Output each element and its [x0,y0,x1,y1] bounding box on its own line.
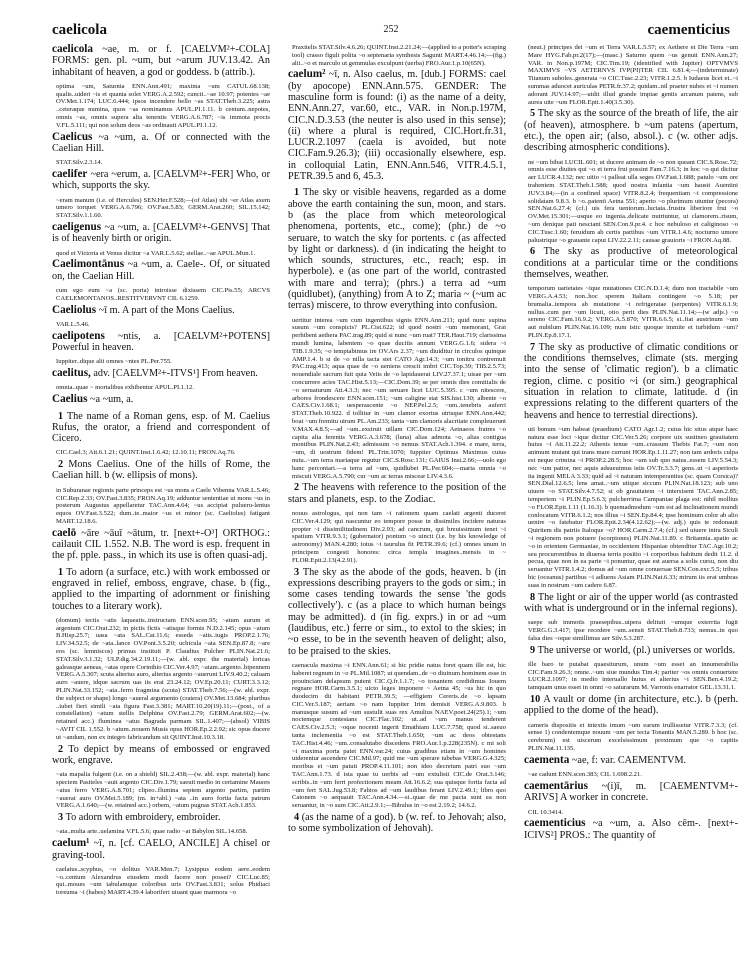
sense-number: 9 [530,644,538,656]
headword: Caelicus [52,130,93,143]
headword: caeligenus [52,221,102,234]
sense-number: 1 [58,410,67,422]
page-number: 252 [383,24,399,35]
entry-definition: caeligenus ~a ~um, a. [CAELVM²+-GENVS] That is of heavenly birth or origin. [52,221,270,245]
entry-citations: ille baro te putabat quaesiturum, unum ~um esset an innumerabilia CIC.Fam.9.26.3; omne..~um siue mundus Tim.4; pariter ~os omnis conuertere LUCR.2.1097; in medio interuallo huius et alterius ~i SEN.Ben.4.19.2; tamquam unus esset in omni ~o saturarum M. Varronis enarrator GEL.13.31.1. [528,660,738,692]
running-head [52,22,730,42]
entry-definition: 10 A vault or dome (in architecture, etc.). b (perh. applied to the dome of the head). [524,694,738,717]
entry-citations: ~ata..multa arte..uelamina V.FL.5.6; quae radio ~at Babylon SIL.14.658. [56,828,248,836]
entry-definition: 1 The name of a Roman gens, esp. of M. Caelius Rufus, the orator, a friend and correspondent of Cicero. [52,410,270,445]
entry-citations: (neut.) principes dei ~um et Terra VAR.L.5.57; ex Aethere et Die Terra ~um Mare HYG.Fab.pr.2(17);—(masc.) Saturno quem ~us genuit ENN.Ann.27; VAR. in Non.p.197M; CIC.Tim.19; (identified with Jupiter) OPTVMVS MAXIMVS ~VS AETERNVS IVP(PI)TER CIL 6.81.4;—(indeterminate) Titanum suboles..generata ~o CIC.Tusc.2.23; VITR.1.2.5. b Iudaeus licet et..~i summas aduocet auriculas PETR.fr.37.2; quidam..nil praeter nubes et ~i numen adorant JUV.14.97;—uidit illud grande impiae gentis arcanum patens, sub aurea uite ~um FLOR.Epit.1.40(3.5.30). [528,44,738,106]
sense-number: 2 [58,743,69,755]
sense-number: 8 [530,591,538,603]
entry-citations: STAT.Silv.2.3.14. [56,159,103,167]
entry-definition: caelifer ~era ~erum, a. [CAELVM²+-FER] Who, or which, supports the sky. [52,168,270,192]
entry-definition: caelipotens ~ntis, a. [CAELVM²+POTENS] Powerful in heaven. [52,329,270,354]
left-guideword: caelicola [52,22,107,38]
headword: Caelimontānus [52,258,125,271]
entry-citations: uertitur interea ~um cum ingentibus signis ENN.Ann.211; quid nunc supina susum ~um conspicis? PL.Cist.622; id quod nostri ~um memorant, Grai perhibent aethera PAC.trag.89; quid si nunc ~um ruat? TER.Haut.719; clarissima mundi lumina, labentem ~o quae ducitis annum VERG.G.1.6; sidera ~i TIB.1.9.35; ~o temptabimus ire OV.Ars 2.37; ~um diuiditur in circulos quinque AMP.1.4. b si de ~o nilla tacta siet CATO Agr.14.3; ~um tonitru contremuit PAC.trag.413; aqua quae de ~o ueniens crescit imbri CIC.Top.39; TIB.2.5.73; nouendiale sacrum fuit quia Veiis de ~o lapidauerat LIV.27.37.1; uisae per ~um concurrere acies TAC.Hist.5.13;—CIC.Dom.39; se per omnis dies comitialis de ~o seruaturum Att.4.3.3; nec ~um seruare licet LUC.5.395. c ~um nitescere, arbores frondescere ENN.scen.151; ~um caligine stat SIS.hist.130; albente ~o CAES.Civ.1.68.1; uesperascente ~o NEP.Pel.2.5; ~um..tenebris auferri STAT.Theb.10.922. d tollitur in ~um clamor exortus utrisque ENN.Ann.442; boat ~um fremitu uirum PL.Am.233; tanta ~um clamoris alacritate compleuerunt V.MAX.4.8.5;—ad ~um..exstruit uillam CIC.Dom.124; Aetnaeos fratres ~o capita alta ferentis VERG.A.3.678; (luna) alias admota ~o, alias contigua montibus PLIN.Nat.2.43; admissum ~o nemus STAT.Ach.1.394. e mare, terra, ~um, di uostrum fidem! PL.Trin.1070; Iuppiter Optimus Maximus cuius nutu..~um terra mariaque regutur CIC.S.Rosc.131; GAIUS Inst.2.66;—uolo ego hanc percontari.—a terra ad ~um, quidlubet PL.Per.604;—maria omnia ~o miscuit VERG.A.5.790; cur ~um ac terras miscear LIV.4.3.6. [292,316,506,480]
entry-definition: caelum² ~ī, n. Also caelus, m. [dub.] FORMS: cael (by apocope) ENN.Ann.575. GENDER: The masculine form is found: (i) as the name of a deity, ENN.Ann.27, var.60, etc., VAR. in Non.p.197M, CIC.N.D.3.53 (the neuter is also used in this sense); (ii) where a plural is required, CIC.Hort.fr.31, LUCR.2.1097 (caela is avoided, but note CIC.Fam.9.26.3); (iii) occasionally elsewhere, esp. in colloquial Latin, ENN.Ann.546, VITR.4.5.1, PETR.39.5 and 6, 45.3. [288,68,506,183]
entry-definition: 3 The sky as the abode of the gods, heaven. b (in expressions describing prayers to the gods or sim.; in some cases tending towards the sense 'the gods collectively'). c (as a place to which human beings may be admitted). d (in fig. exprs.) in or ad ~um (laudibus, etc.) ferre or sim., to extol to the skies; in ~o esse, to be in the seventh heaven of delight; also, to be praised to the skies. [288,566,507,657]
entry-definition: 2 To depict by means of embossed or engraved work, engrave. [52,743,270,766]
entry-definition: 4 (as the name of a god). b (w. ref. to Jehovah; also, to some symbolization of Jehovah). [288,812,507,835]
entry-citations: omnia..quae ~ mortalibus exhibentur APUL.PI.1.12. [56,384,194,392]
entry-definition: Caelimontānus ~a ~um, a. Caele-. Of, or situated on, the Caelian Hill. [52,258,270,282]
entry-citations: Iuppiter..dique alii omnes ~ntes PL.Per.755. [56,358,172,366]
headword: caementicius [524,817,586,830]
headword: caelipotens [52,329,105,342]
headword: caementa [524,753,570,766]
headword: caelitus, [52,367,91,380]
entry-citations: (domum) tectis ~atis laqueatis..instructam ENN.scen.95; ~atum aurum et argentum CIC.Orat.232; in pictis fictis ~atisque formis N.D.2.145; opus ~atum B.Hisp.25.7; uasa ~ata SAL.Cat.11.6; esseda ~atis..iugis PROP.2.1.76; LIV.34.52.5; de ~ata..lance OV.Pont.3.5.20; uchicula ~ata SEN.Ep.87.8; ~are eos (sc. lemniscos) primus instituit P. Claudius Pulcher PLIN.Nat.21.6; STAT.Silv.3.1.32; ULP.dig.34.2.19.11;—(w. abl. expr. the material) loricas galeasque aeneas, ~atas opere Corinthio CIC.Ver.4.97; ~atam..argento..bipennem VERG.A.5.307; scuta alterius auro, alterius argento ~auerunt LIV.9.40.2; caluam auro ~auere, idque sacrum uas iis erat 23.24.12; OV.Ep.20.11; CURT.3.3.12; PLIN.Nat.33.152; ~ata..ferro fragmina (scuta) STAT.Theb.7.56;—(w. abl. expr. the subject or shape) longo ~aueral argumento (cratera) OV.Met.13.684; pluribus ..iubet fieri simili ~ata figura Fast.3.381; MART.10.20(19).11;—(post., of a constellation) ~atum stellis Delphina OV.Fast.2.79; GERM.Arat.602;—(w. retained acc.) fluminea ~atus Bagrada parmam SIL.1.407;—(absol) VIBIS ~AVIT CIL 1.552. b ~atum..nouem Musis opus HOR.Ep.2.2.92; sic opus ducere ut ~andum, non ex integro fabricandum sit QUINT.Inst.10.3.18. [56,616,270,741]
sense-number: 4 [294,812,302,824]
sense-number: 3 [294,566,303,578]
sense-number: 2 [58,459,69,471]
entry-definition: 1 The sky or visible heavens, regarded as a dome above the earth containing the sun, moon, and stars. b (as the place from which meteorological phenomena, portents, etc., come); (phr.) de ~o seruare, to watch the sky for portents. c (as affected by light or darkness). d (in indicating the height to which sounds, structures, etc., reach; esp. in hyperbole). e (as one part of the world, contrasted with mare and terra); (phrs.) a terra ad ~um (quidlubet), (anything) from A to Z; maria ~ (~um ac terras) miscere, to throw everything into confusion. [288,187,507,312]
entry-definition: caelicola ~ae, m. or f. [CAELVM²+-COLA] FORMS: gen. pl. ~um, but ~arum JUV.13.42. An inhabitant of heaven, a god or goddess. b (attrib.). [52,43,270,78]
sense-number: 3 [58,812,66,824]
entry-definition: caelum¹ ~ī, n. [cf. CAELO, ANCILE] A chisel or graving-tool. [52,837,270,861]
headword: caelō [52,526,77,539]
entry-definition: caelitus, adv. [CAELVM²+-ITVS¹] From heaven. [52,367,258,380]
entry-citations: VAR.L.5.46. [56,320,90,328]
entry-citations: temporum uarietates ~ique mutationes CIC.N.D.1.4; dum non tractabile ~um VERG.A.4.53; non..hoc sperem Italiam contingere ~o 5.18; per brumalia..tempora ab mutatione ~i refrigeratae (serpentes) VITR.6.1.9; nullus..cum per ~um licuit, otio perit dies PLIN.Nat.11.14;—(w adjs.) ~o sereno CIC.Fam.16.9.2; VERG.A.5.870; VITR.6.6.5; si..fiat austrinum ~um aut nubilum PLIN.Nat.16.109; num istic quoque immite et turbidum ~um? PLIN.Ep.8.17.1. [528,285,738,339]
entry-definition: 6 The sky as productive of meteorological conditions at a particular time or the conditions themselves, weather. [524,246,738,280]
sense-number: 5 [530,108,538,120]
entry-citations: Praxitelis STAT.Silv.4.6.26; QUINT.Inst.2.21.24;—(applied to a potter's scraping tool) crasso figuli polita ~o septenaria synthesis Sagunti MART.4.46.14;—(fig.) alii..~o et marculo ut gemmulas exculpunt (uerba) FRO.Aur.1.p.10(65N). [292,44,506,67]
column-2 [288,44,506,840]
entry-definition: Caeliolus ~ī m. A part of the Mons Caelius. [52,303,235,316]
sense-number: 2 [294,482,303,494]
entry-citations: uti bonum ~um habeat (praedium) CATO Agr.1.2; cuius hic situs atque haec natura esse loci ~ique dicitur CIC.Ver.5.26; corpore uix sustineo grauitatem huius ~i Att.11.22.2; Athenis tenue ~um..crassum Thebis Fat.7; ~um non animum mutant qui trans mare currunt HOR.Ep.1.11.27; non tam ardoris culpa est neque crimina ~i PROP.2.28.5; hoc ~um sub quo natus..essem LIV.5.54.3; nec ~um patior, nec aquis adsueuimus istis OV.Tr.3.3.7; gens..ut ~i asperioris ita ingenii MELA 3.33; quid ad ~i naturam intemperantius (sc. quam Corsica)? SEN.Dial.12.6.5; lens amat..~um utique siccum PLIN.Nat.18.123; sub uno uiuere ~o STAT.Silv.4.7.52; si ob grauitatem ~i intersisent TAC.Ann.2.85; temperiem ~i PLIN.Ep.5.6.3; pulcherrima Campaniae plaga est: nihil mollius ~o FLOR.Epit.1.11 (1.16.3). b quemadmodum ~um est ad inclinationem mundi conlocatum VITR.6.1.2; nos illius ~i SEN.Ep.84.4; ipse hominum color ab alio uenire ~o fatebatur FLOR.Epit.2.34(4.12.62);—(w. adj.) quis te redonauit Quiritem dis patriis Italoque ~o? HOR.Carm.2.7.4; (cf.) sed uiuere intra Siculi ~i regionem non potuere (scorpiones) PLIN.Nat.11.89. c Britannia..spatio ac ~o in orientem Germaniae, in occidentem Hispaniae obtenditur TAC.Agr.10.2; seu procurrentibus in diuersa terris positio ~i corporibus habitum dedit 11.2. d pecua, quae non in ea parte ~i ponuntur, quae est auersa a solis cursu, non diu seruantur VITR.1.4.2; domus ad ~um omne conuersae SEN.Con.exc.5.5; tribus hic (oceanus) partibus ~i adluens Asiam PLIN.Nat.6.33; mirum iis erat umbras suas in nostrum ~um cadere 6.87. [528,425,738,589]
right-guideword: caementicius [647,22,730,38]
headword: caelum¹ [52,837,90,850]
sense-number: 6 [530,246,544,258]
headword: caelifer [52,168,88,181]
entry-citations: saepe sub immotis praesepibus..uipera delituit ~umque exterrita fugit VERG.G.3.417; ipse recedere ~um..sensit STAT.Theb.8.733; nemus..in quo falsa dies ~oque simillimus aer Silv.5.3.287. [528,619,738,642]
entry-citations: caenacula maxima ~i ENN.Ann.61; si hic pridie natus foret quam ille est, hic haberet regnum in ~o PL.Mil.1087; ut quendam..de ~o diuinum hominem esse in prouinciam delapsum putent CIC.Q.fr.1.1.7; ~o tonantem credidimus Iouem regnare HOR.Carm.3.5.1; uicto leges imponere ~ Aetna 45; ~us hic in quo duodecim dii habitant PETR.39.5; —effigiem Cereris..de ~o lapsam CIC.Ver.5.187; aeriam ~o nam Iuppiter Irim demisit VERG.A.9.803. b manusque susum ad ~um sustulit suas rex Amulius NAEV.poet.24(25).1; ~um noctemque contestans CIC.Flac.102; ut..ad ~um manus tenderent CAES.Civ.2.5.3; ~oque nocenti ingerit Emathiam LUC.7.758; quod si..saeuo tanta inclementia ~o est STAT.Theb.1.650; ~um ac deos obtestans TAC.Hist.4.46; ~um..consalutabo discedens FRO.Aur.1.p.228(235N). c mi soli ~i maxima porta patet ENN.var.24; cuius gradibus etiam in ~um homines uiderentur ascendere CIC.Mil.97; quid me ~um sperare iubebas VERG.G.4.325; moribus et ~um patuit PROP.4.11.101; non ideo decretum patri suo ~um TAC.Ann.1.73. d ista quae tu uerbis ad ~um extulisti CIC.de Orat.3.146; scribis..in ~um ferri profectionem meam Att.16.6.2; sua quisque fortia facta ad ~um fert SAL.Jug.53.8; Fabios ad ~um laudibus ferant LIV.2.49.1; libro quo Catonem ~o aequauit TAC.Ann.4.34.—si..quae de me pacta sunt ea non seruantur, in ~o sum CIC.Att.2.9.1;—Bibulus in ~o est 2.19.2; 14.6.2. [292,661,506,810]
headword: caelicola [52,43,94,55]
entry-definition: caelō ~āre ~āuī ~ātum, tr. [next+-O³] ORTHOG.: cailauit CIL 1.552. N.B. The word is esp. frequent in the pf. pple. pass., in which its use is often quasi-adj. [52,526,270,562]
entry-citations: CIC.Cael.3; Att.6.1.21; QUINT.Inst.1.6.42; 12.10.11; FRON.Aq.76. [56,449,236,457]
entry-definition: 5 The sky as the source of the breath of life, the air (of heaven), atmosphere. b ~um patens (apertum, etc.), the open air; (also, absol.). c (w. other adjs. describing atmospheric conditions). [524,108,739,154]
entry-definition: 9 The universe or world, (pl.) universes or worlds. [530,644,736,656]
entry-definition: 8 The light or air of the upper world (as contrasted with what is underground or in the infernal regions). [524,591,739,614]
sense-number: 7 [530,341,539,353]
entry-citations: cum ego eum ~a (sc. porta) introisse dixissem CIC.Pis.55; ARCVS CAELEMONTANOS..RESTITVERVNT CIL 6.1259. [56,287,270,302]
sense-number: 10 [530,694,544,706]
entry-definition: caementa ~ae, f: var. CAEMENTVM. [524,753,687,766]
entry-citations: ~ae cadunt ENN.scen.383; CIL 1.698.2.21. [528,771,642,779]
entry-definition: 3 To adorn with embroidery, embroider. [58,812,221,824]
entry-definition: 7 The sky as productive of climatic conditions or the conditions themselves, climate (sts. merging into the sense of 'climatic region'). b a climatic region, clime. c positio ~i (or sim.) geographical situation in relation to climate, latitude. d (in expressions relating to the different quarters of the heavens and hence to terrestial directions). [524,341,738,421]
entry-citations: ~ata mapalia fulgent (i.e. on a shield) SIL.2.438;—(w. abl. expr. material) hanc speciem Pasiteles ~auit argento CIC.Div.1.79; saeuit medio in certamine Mauors ~atus ferro VERG.A.8.701; clipeo..flumina septem argento partim, partim ~auerat auro OV.Met.5.189; (m. in+abl.) ~ata ..in auro fortia facta patrum VERG.A.1.640;—(w. retained acc.) orbem, ~atum pugnas STAT.Ach.1.853. [56,771,270,810]
entry-definition: 2 The heavens with reference to the position of the stars and planets, esp. to the Zodiac. [288,482,506,505]
sense-number: 1 [294,187,303,199]
column-3 [524,44,738,846]
entry-definition: caementārius ~(i)ī, m. [CAEMENTVM+-ARIVS] A worker in concrete. [524,779,738,804]
entry-definition: caementicius ~a ~um, a. Also cēm-. [next+-ICIVS²] PROS.: The quantity of [524,817,738,841]
entry-citations: ne ~um bibat LUCIL.601; ut ducere animam de ~o non queant CIC.S.Rosc.72; omnis esse diuites qui ~o et terra frui possint Fam.7.16.3; in hoc ~o qui dicitur aer LUCR.4.132; nec uitio ~i palleat ulla seges OV.Fast.1.688; patulo ~um ore trahentem STAT.Theb.1.588; quod nostra infantia ~um hausit Auentini JUV.3.84;—(in a confined space) VITR.8.2.4; frequentiam ~i compressione solidatam 9.8.3. b ~o..patenti Aetna 551; aperto ~o plurimum utuntur (pecora) SEN.Nat.6.27.4; (cf.) uis fera uentorum..luctata..frustra liberiore frui ~o OV.Met.15.301;—usque eo ingenia..delicate nutriuntur, ut clamorem..risum, ~um denique pati nesciant SEN.Con.9.pr.4. c hoc nebuloso et caliginoso ~o CIC.Tusc.1.60; feruidum ab certis partibus ~um VITR.1.4.6; nocturno umore palustrique ~o grauante caput LIV.22.2.11; causae grauioris ~i FRON.Aq.88. [528,158,738,244]
entry-citations: in Suburanae regionis parte princeps est ~us mons a Caele Vibenna VAR.L.5.46; CIC.Rep.2.33; OV.Fast.3.835; FRON.Aq.19; adduntur sententiae ut mons ~us in posterum Augustus appellaretur TAC.Ann.4.64; ~us accipiat pulueru-lentus equos OV.Fast.3.522; dum..te..maior ~us et minor (sc. Caeliolus) fatigant MART.12.18.6. [56,486,270,525]
headword: Caelius [52,393,88,406]
headword: caelum² [288,68,326,81]
entry-citations: ~eram manum (i.e. of Hercules) SEN.Her.F.528;—(of Atlas) ubi ~er Atlas axem umero torquet VERG.A.6.796; OV.Fast.5.83; GERM.Arat.260; SIL.15.142; STAT.Silv.1.1.60. [56,196,270,220]
column-1 [52,44,270,899]
entry-citations: optima ~um, Saturnia ENN.Ann.491; maxima ~um CATUL.68.138; qualis..uideri ~is et quanta solet VERG.A.2.592; cuncti..~ae 10.97; potentes ~ae OV.Met.1.174; LUC.6.444; ipsos incendere bello ~as STAT.Theb.3.225; astra ..ceteraque numina, quos ~as nominamus APUL.PI.1.11. b centum..nepotes, omnis ~as, omnis supera alta tenentis VERG.A.6.787; ~is immota procis V.FL.5.111; qui non solum deos ~as ordinauit APUL.PI.1.12. [56,82,270,129]
entry-citations: CIL 10.3414. [528,808,564,816]
entry-definition: 2 Mons Caelius. One of the hills of Rome, the Caelian hill. b (w. ellipsis of mons). [52,459,270,482]
headword: Caeliolus [52,303,97,316]
entry-citations: cameris dispositis et intextis imum ~um earum trullissetur VITR.7.3.3; (cf. sense 1) condentemque nouum ~um per tecta Tonantis MAN.5.289. b hoc (sc. cerebrum) est uiscerum excelsissimum proximum que ~o capitis PLIN.Nat.11.135. [528,721,738,753]
headword: caementārius [524,779,589,792]
entry-definition: Caelicus ~a ~um, a. Of or connected with the Caelian Hill. [52,130,270,154]
sense-number: 1 [58,566,67,578]
entry-citations: quod et Victoria et Venus dicitur ~a VAR.L.5.62; stellae..~ae APUL.Mun.1. [56,249,256,257]
entry-citations: caelatus..scyphus, ~o dolitus VAR.Men.7; Lysippus eodem aere..eodem ~o..centum Alexandrus eiusdem modi facere non posset? CIC.Luc.85; qui..moues ~um tabulamque coloribus uris OV.Fast.3.831; solus Phidiaci toreuma ~i (habes) MART.4.39.4 laboriferi uiuant quae marmora ~o [56,865,270,897]
entry-citations: nouus astrologus, qui non tam ~i rationem quam caelati argenti duceret CIC.Ver.4.129; qui nascuntur eo tempore posse in dissimiles incidere naturas propter ~i dissimilitudinem Div.2.93; ad cancrum, qui breuissimum tenet ~i spatium VITR.9.3.1; (gubernator) pontum ~o uincit (i.e. by his knowledge of astronomy) MAN.4.280; totus ~i taurulus fit PETR.39.6; (cf.) omnes unum in principem congesti honores: circa templa imagines..mensis in ~ FLOR.Epit.2.13(4.2.91). [292,509,506,564]
entry-definition: Caelius ~a ~um, a. [52,393,134,406]
entry-definition: 1 To adorn (a surface, etc.) with work embossed or engraved in relief, emboss, engrave, chase. b (fig., applied to the imparting of adornment or finishing touches to a literary work). [52,566,270,612]
